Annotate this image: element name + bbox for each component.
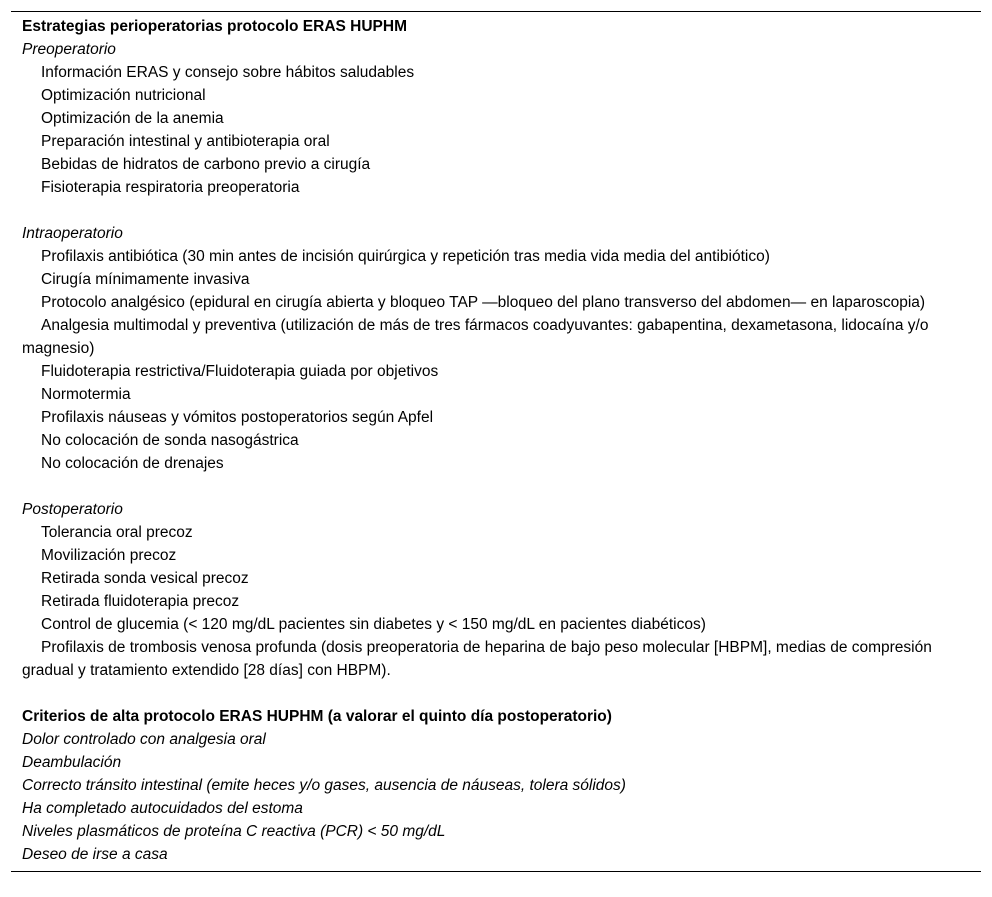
list-item: Protocolo analgésico (epidural en cirugía abierta y bloqueo TAP —bloqueo del plano transverso del abdomen— en laparoscopia) bbox=[41, 294, 926, 311]
list-item: Cirugía mínimamente invasiva bbox=[41, 271, 250, 288]
list-item: Bebidas de hidratos de carbono previo a cirugía bbox=[41, 156, 371, 173]
discharge-heading: Criterios de alta protocolo ERAS HUPHM (a valorar el quinto día postoperatorio) bbox=[22, 708, 612, 725]
list-item: Optimización de la anemia bbox=[41, 110, 224, 127]
section-title-intraoperatorio: Intraoperatorio bbox=[22, 225, 123, 242]
list-item: Profilaxis antibiótica (30 min antes de incisión quirúrgica y repetición tras media vida media del antibiótico) bbox=[41, 248, 770, 265]
discharge-criterion: Ha completado autocuidados del estoma bbox=[22, 800, 303, 817]
list-item: Preparación intestinal y antibioterapia oral bbox=[41, 133, 330, 150]
list-item: Analgesia multimodal y preventiva (utilización de más de tres fármacos coadyuvantes: gabapentina, dexametasona, lidocaína y/o magnesio) bbox=[22, 317, 929, 357]
discharge-criterion: Correcto tránsito intestinal (emite heces y/o gases, ausencia de náuseas, tolera sólidos) bbox=[22, 777, 626, 794]
list-item: No colocación de sonda nasogástrica bbox=[41, 432, 299, 449]
list-item: Retirada sonda vesical precoz bbox=[41, 570, 249, 587]
list-item: Control de glucemia (< 120 mg/dL pacientes sin diabetes y < 150 mg/dL en pacientes diabéticos) bbox=[41, 616, 706, 633]
list-item: Fluidoterapia restrictiva/Fluidoterapia guiada por objetivos bbox=[41, 363, 439, 380]
list-item: Optimización nutricional bbox=[41, 87, 206, 104]
list-item: Tolerancia oral precoz bbox=[41, 524, 193, 541]
list-item: No colocación de drenajes bbox=[41, 455, 224, 472]
list-item: Profilaxis de trombosis venosa profunda (dosis preoperatoria de heparina de bajo peso molecular [HBPM], medias de compresión gradual y tratamiento extendido [28 días] con HBPM). bbox=[22, 639, 932, 679]
table-heading: Estrategias perioperatorias protocolo ERAS HUPHM bbox=[22, 18, 407, 35]
discharge-criterion: Deambulación bbox=[22, 754, 122, 771]
blank-line bbox=[22, 199, 933, 222]
list-item: Movilización precoz bbox=[41, 547, 177, 564]
list-item: Profilaxis náuseas y vómitos postoperatorios según Apfel bbox=[41, 409, 434, 426]
blank-line bbox=[22, 682, 933, 705]
blank-line bbox=[22, 475, 933, 498]
discharge-criterion: Dolor controlado con analgesia oral bbox=[22, 731, 266, 748]
list-item: Fisioterapia respiratoria preoperatoria bbox=[41, 179, 300, 196]
section-title-postoperatorio: Postoperatorio bbox=[22, 501, 123, 518]
discharge-criterion: Deseo de irse a casa bbox=[22, 846, 168, 863]
list-item: Información ERAS y consejo sobre hábitos saludables bbox=[41, 64, 415, 81]
list-item: Normotermia bbox=[41, 386, 131, 403]
table-cell bbox=[11, 15, 981, 866]
eras-protocol-table bbox=[11, 11, 981, 872]
section-title-preoperatorio: Preoperatorio bbox=[22, 41, 116, 58]
discharge-criterion: Niveles plasmáticos de proteína C reactiva (PCR) < 50 mg/dL bbox=[22, 823, 446, 840]
list-item: Retirada fluidoterapia precoz bbox=[41, 593, 240, 610]
